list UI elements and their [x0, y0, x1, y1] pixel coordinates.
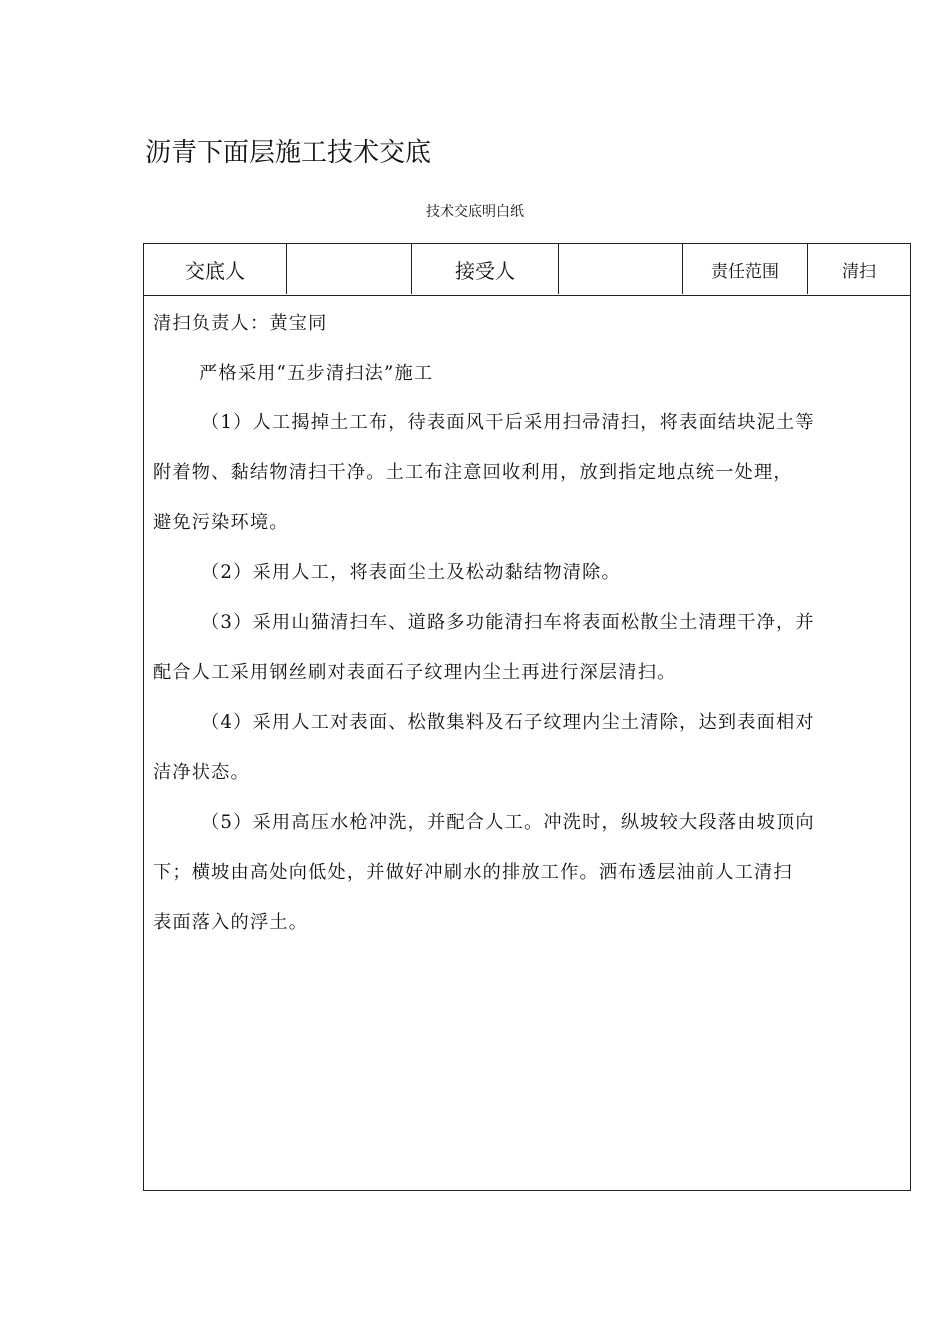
receiver-value-cell	[559, 244, 683, 294]
step4-line1: （4）采用人工对表面、松散集料及石子纹理内尘土清除，达到表面相对	[201, 712, 815, 733]
presenter-value-cell	[287, 244, 412, 294]
step1-line2: 附着物、黏结物清扫干净。土工布注意回收利用，放到指定地点统一处理，	[153, 462, 793, 483]
step5-line1: （5）采用高压水枪冲洗，并配合人工。冲洗时，纵坡较大段落由坡顶向	[201, 812, 815, 833]
disclosure-table	[143, 243, 911, 1191]
presenter-label: 交底人	[144, 244, 287, 294]
step2-line1: （2）采用人工，将表面尘土及松动黏结物清除。	[201, 562, 621, 583]
scope-value: 清扫	[842, 261, 876, 282]
step1-line3: 避免污染环境。	[153, 512, 289, 533]
disclosure-content	[144, 296, 910, 1190]
table-header-row	[144, 244, 910, 296]
step3-line1: （3）采用山猫清扫车、道路多功能清扫车将表面松散尘土清理干净，并	[201, 612, 815, 633]
scope-label: 责任范围	[683, 244, 808, 294]
step1-line1: （1）人工揭掉土工布，待表面风干后采用扫帚清扫，将表面结块泥土等	[201, 412, 815, 433]
step3-line2: 配合人工采用钢丝刷对表面石子纹理内尘土再进行深层清扫。	[153, 662, 677, 683]
step4-line2: 洁净状态。	[153, 762, 250, 783]
receiver-label: 接受人	[412, 244, 559, 294]
step5-line2: 下；横坡由高处向低处，并做好冲刷水的排放工作。洒布透层油前人工清扫	[153, 862, 793, 883]
document-title: 沥青下面层施工技术交底	[145, 138, 432, 168]
method-line: 严格采用“五步清扫法”施工	[199, 363, 434, 384]
responsible-person: 清扫负责人：黄宝同	[153, 313, 328, 334]
step5-line3: 表面落入的浮土。	[153, 912, 309, 933]
document-subtitle: 技术交底明白纸	[426, 204, 524, 220]
